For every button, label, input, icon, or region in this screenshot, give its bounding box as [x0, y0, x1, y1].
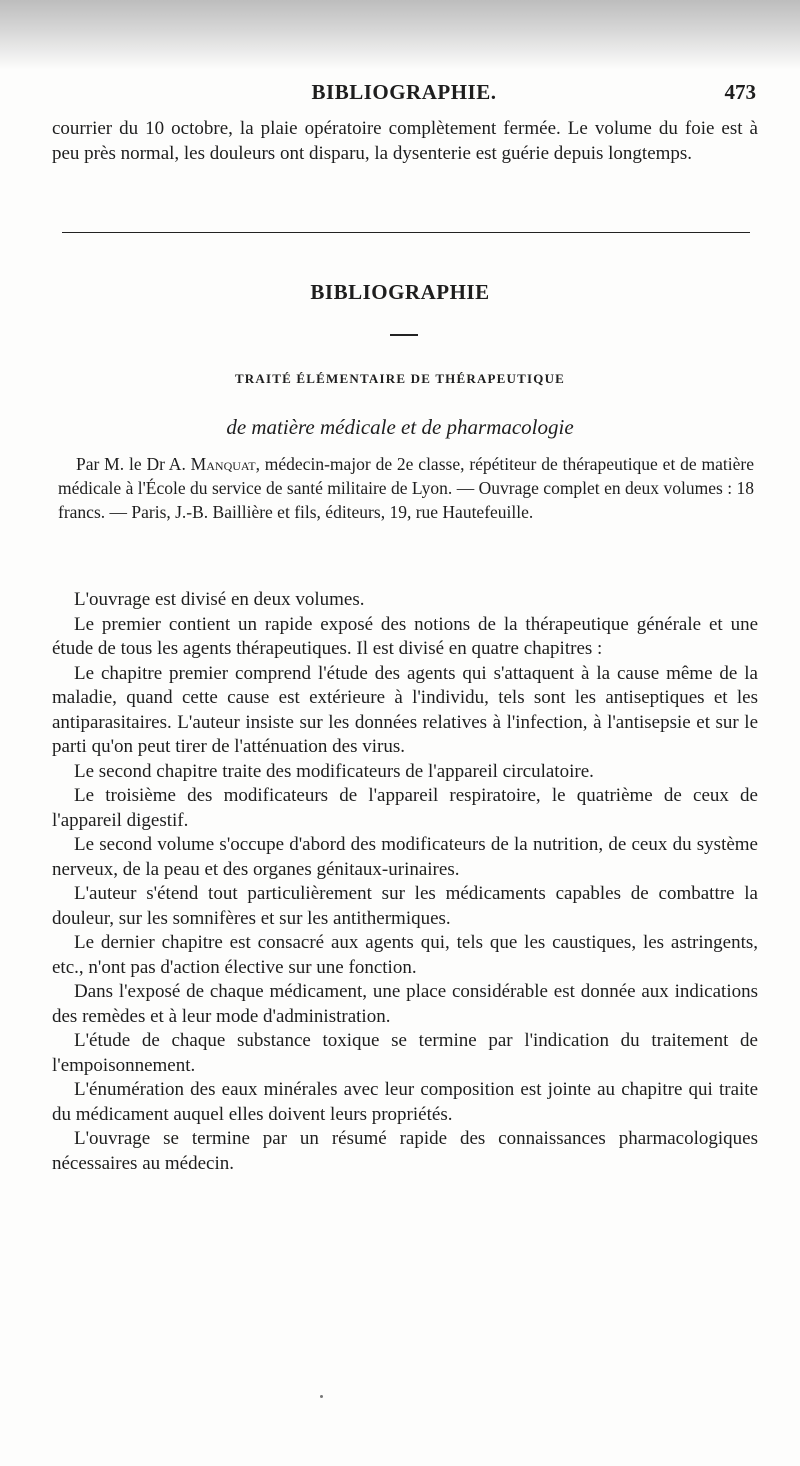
continuation-paragraph	[52, 117, 758, 166]
section-divider	[62, 232, 750, 233]
author-name: Manquat	[190, 454, 256, 474]
review-paragraph: L'ouvrage est divisé en deux volumes.	[74, 589, 365, 610]
bibliographic-citation	[58, 452, 754, 524]
scan-shadow	[0, 0, 800, 70]
book-subtitle: de matière médicale et de pharmacologie	[226, 415, 574, 439]
review-paragraph: Le troisième des modificateurs de l'appareil respiratoire, le quatrième de ceux de l'appareil digestif.	[52, 785, 758, 831]
section-title: BIBLIOGRAPHIE	[310, 280, 490, 304]
title-dash	[390, 334, 418, 336]
review-paragraph: L'ouvrage se termine par un résumé rapide des connaissances pharmacologiques nécessaires au médecin.	[52, 1128, 758, 1174]
review-paragraph: Le chapitre premier comprend l'étude des agents qui s'attaquent à la cause même de la maladie, quand cette cause est extérieure à l'individu, tels sont les antiseptiques et les antiparasitaires. L'auteur insiste sur les données relatives à l'infection, à l'antisepsie et sur le parti qu'on peut tirer de l'atténuation des virus.	[52, 662, 758, 757]
running-head	[52, 80, 756, 110]
book-title: TRAITÉ ÉLÉMENTAIRE DE THÉRAPEUTIQUE	[234, 371, 566, 386]
review-body	[52, 588, 758, 1176]
page-number: 473	[724, 80, 756, 104]
review-paragraph: Dans l'exposé de chaque médicament, une place considérable est donnée aux indications des remèdes et à leur mode d'administration.	[52, 981, 758, 1027]
review-paragraph: L'auteur s'étend tout particulièrement sur les médicaments capables de combattre la douleur, sur les somnifères et sur les antithermiques.	[52, 883, 758, 929]
review-paragraph: L'étude de chaque substance toxique se termine par l'indication du traitement de l'empoisonnement.	[52, 1030, 758, 1076]
review-paragraph: Le second volume s'occupe d'abord des modificateurs de la nutrition, de ceux du système nerveux, de la peau et des organes génitaux-urinaires.	[52, 834, 758, 880]
citation-text	[58, 452, 754, 524]
review-paragraph: Le premier contient un rapide exposé des notions de la thérapeutique générale et une étude de tous les agents thérapeutiques. Il est divisé en quatre chapitres :	[52, 613, 758, 659]
continuation-text: courrier du 10 octobre, la plaie opératoire complètement fermée. Le volume du foie est à peu près normal, les douleurs ont disparu, la dysenterie est guérie depuis longtemps.	[52, 118, 758, 164]
stray-mark	[320, 1395, 323, 1398]
review-paragraph: L'énumération des eaux minérales avec leur composition est jointe au chapitre qui traite du médicament auquel elles doivent leurs propriétés.	[52, 1079, 758, 1125]
citation-details: , médecin-major de 2e classe, répétiteur de thérapeutique et de matière médicale à l'École du service de santé militaire de Lyon. — Ouvrage complet en deux volumes : 18 francs. — Paris, J.-B. Baillière et fils, éditeurs, 19, rue Hautefeuille.	[58, 454, 754, 522]
review-paragraph: Le dernier chapitre est consacré aux agents qui, tels que les caustiques, les astringents, etc., n'ont pas d'action élective sur une fonction.	[52, 932, 758, 978]
citation-prefix: Par M. le Dr A.	[76, 454, 191, 474]
running-head-title: BIBLIOGRAPHIE.	[311, 80, 497, 104]
review-paragraph: Le second chapitre traite des modificateurs de l'appareil circulatoire.	[74, 760, 594, 782]
